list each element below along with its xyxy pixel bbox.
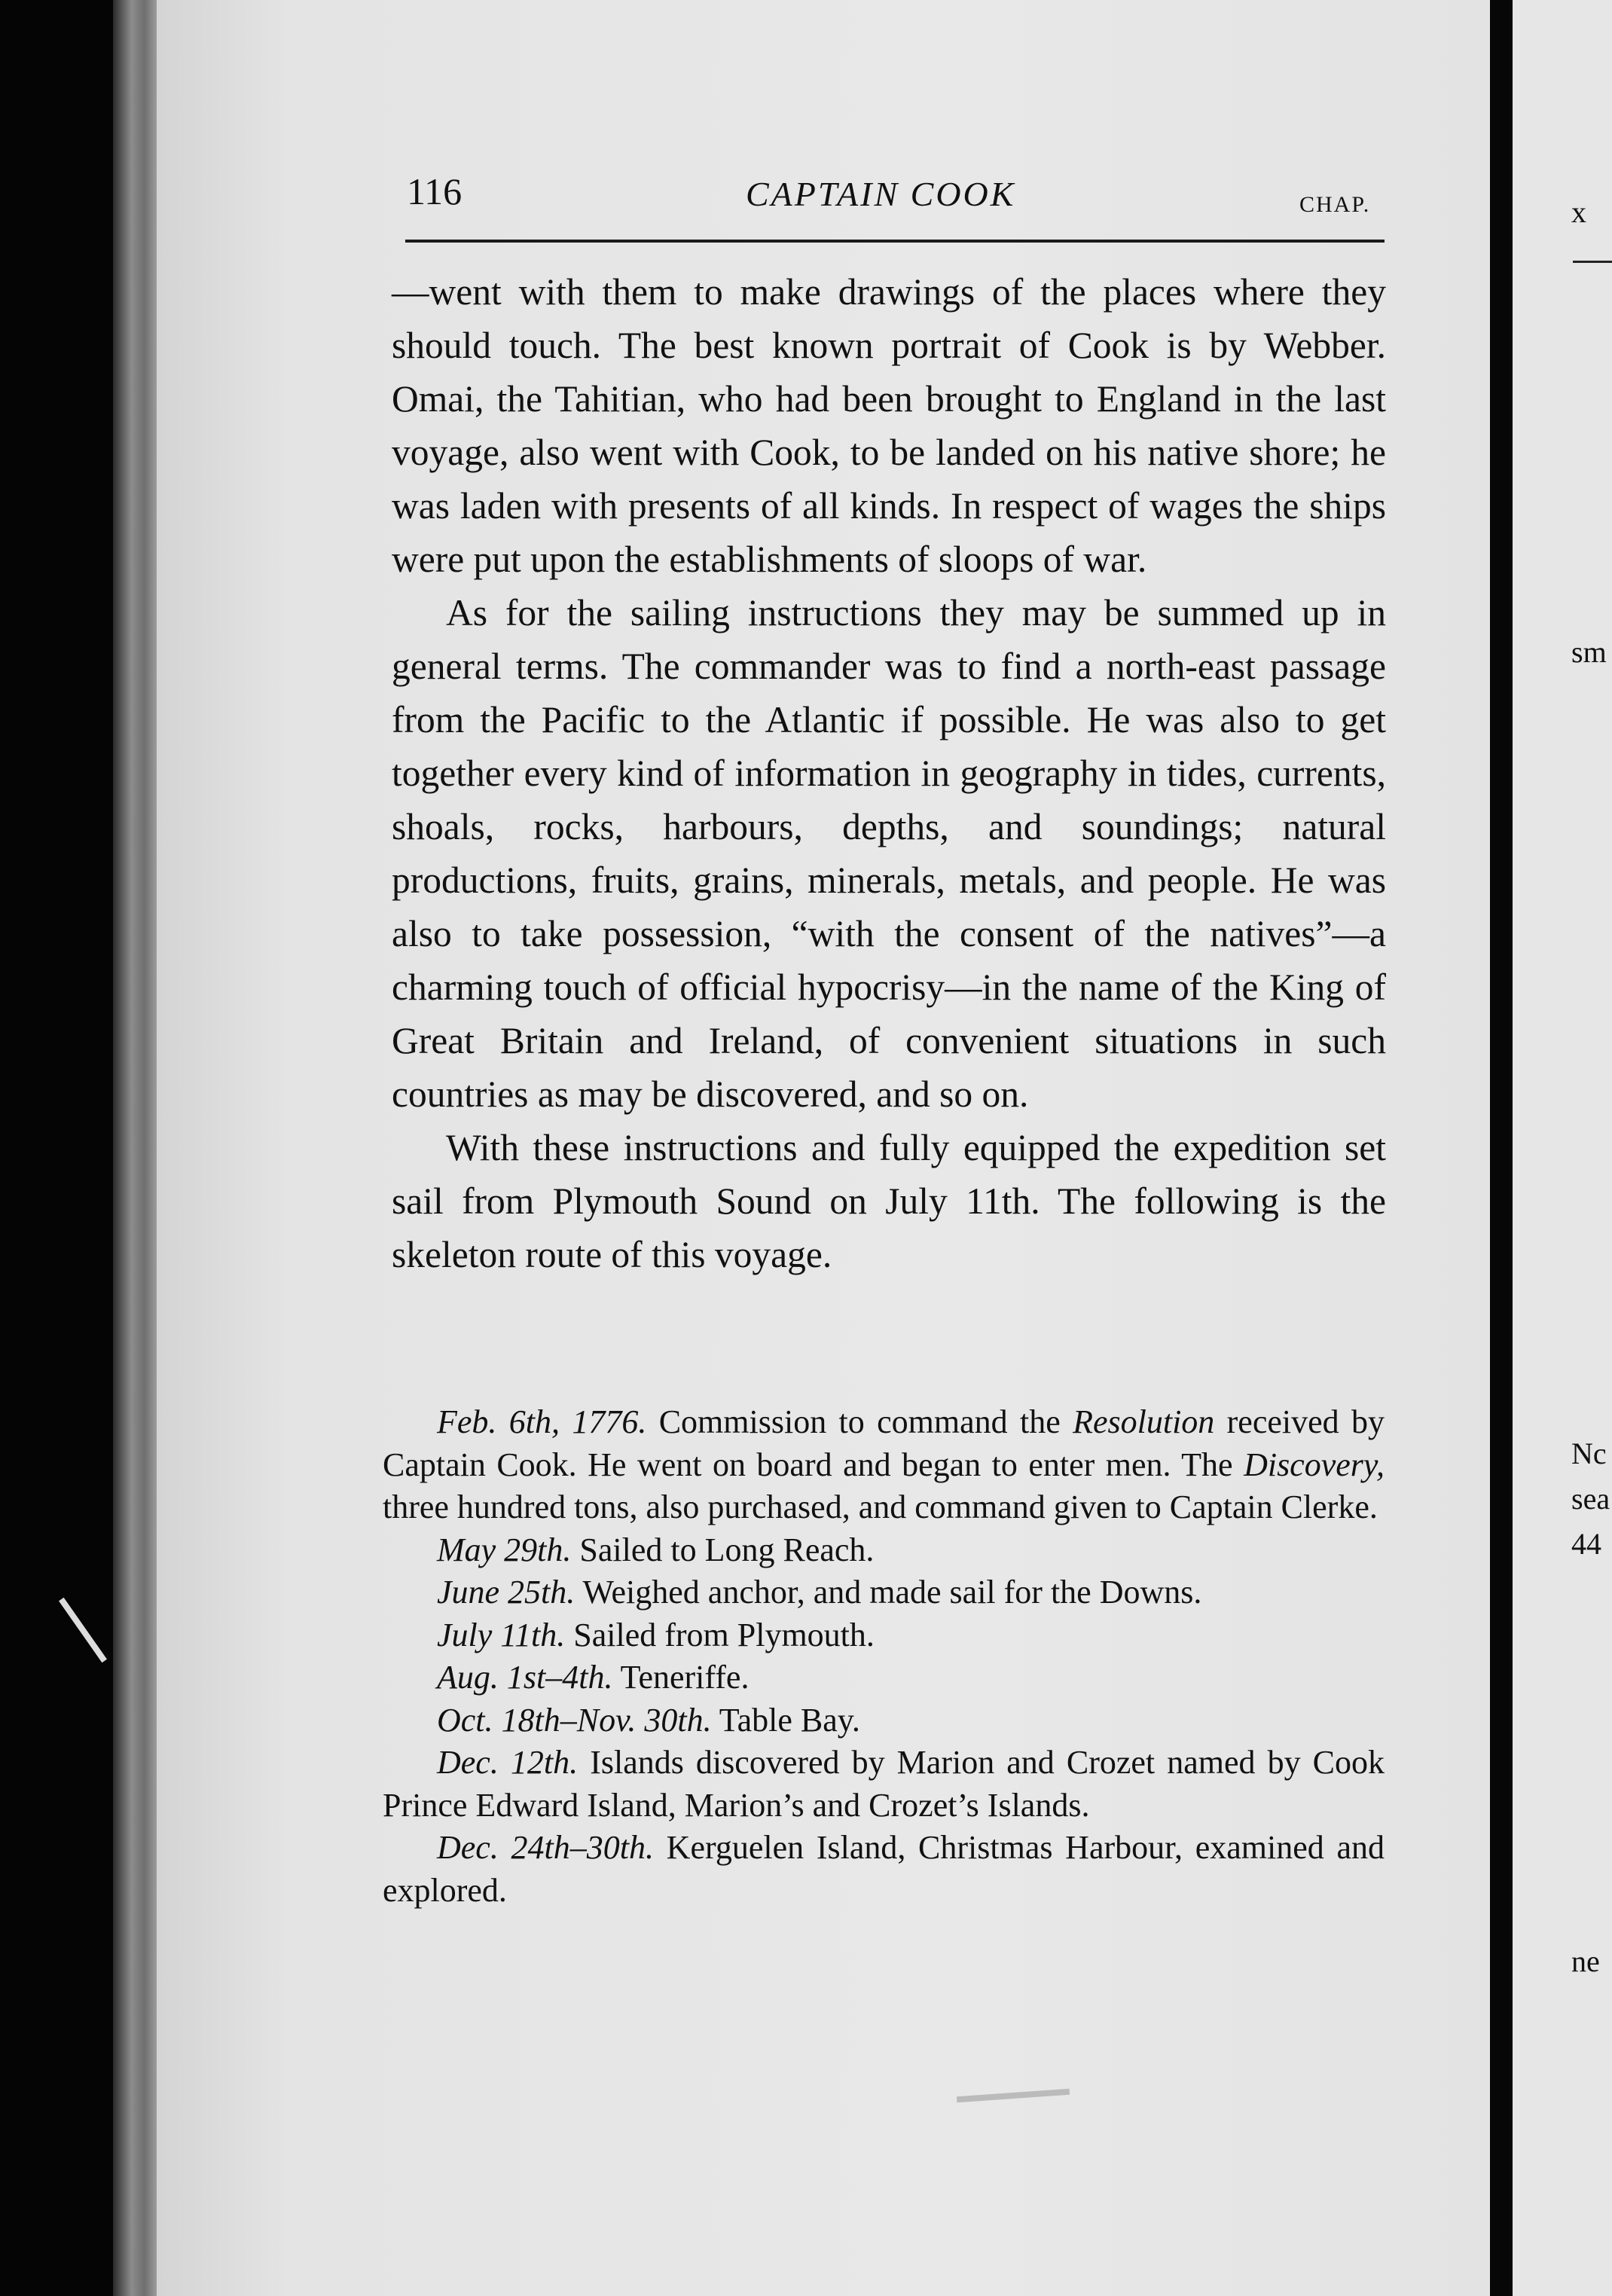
route-date: Oct. 18th–Nov. 30th. xyxy=(437,1701,712,1739)
adjacent-fragment: sea xyxy=(1571,1482,1610,1516)
route-text: received by Captain Cook. He went on board and began to enter men. The xyxy=(383,1403,1385,1483)
route-date: Aug. 1st–4th. xyxy=(437,1659,613,1696)
page-number: 116 xyxy=(407,170,463,212)
ship-name: Resolution xyxy=(1073,1403,1215,1440)
body-text xyxy=(392,265,1386,1281)
paragraph: With these instructions and fully equipped the expedition set sail from Plymouth Sound on July 11th. The following is the skeleton route of this voyage. xyxy=(392,1127,1386,1275)
route-text: Teneriffe. xyxy=(612,1659,750,1696)
route-text: Kerguelen Island, Christmas Harbour, examined and explored. xyxy=(383,1829,1385,1909)
route-entry xyxy=(383,1571,1385,1614)
route-text: three hundred tons, also purchased, and command given to Captain Clerke. xyxy=(383,1488,1378,1525)
route-text: Sailed from Plymouth. xyxy=(565,1616,875,1653)
route-text: Sailed to Long Reach. xyxy=(571,1531,875,1568)
page-gutter xyxy=(1490,0,1513,2296)
route-entry xyxy=(383,1614,1385,1657)
paragraph: As for the sailing instructions they may be summed up in general terms. The commander was to find a north-east passage from the Pacific to the Atlantic if possible. He was also to get together every kind of information in geography in tides, currents, shoals, rocks, harbours, depths, and soundings; natural productions, fruits, grains, minerals, metals, and people. He was also to take possession, “with the consent of the natives”—a charming touch of official hypocrisy—in the name of the King of Great Britain and Ireland, of convenient situations in such countries as may be discovered, and so on. xyxy=(392,592,1386,1115)
ship-name: Discovery, xyxy=(1244,1446,1385,1483)
route-text: Table Bay. xyxy=(711,1701,860,1739)
scan-smudge xyxy=(59,1598,107,1663)
adjacent-fragment: ne xyxy=(1571,1944,1600,1978)
route-entry xyxy=(383,1699,1385,1742)
route-date: July 11th. xyxy=(437,1616,566,1653)
route-text: Commission to command the xyxy=(646,1403,1073,1440)
route-entry xyxy=(383,1401,1385,1529)
route-entry xyxy=(383,1656,1385,1699)
adjacent-fragment: Nc xyxy=(1571,1437,1607,1470)
route-text: Islands discovered by Marion and Crozet named by Cook Prince Edward Island, Marion’s and Crozet’s Islands. xyxy=(383,1744,1385,1824)
route-date: May 29th. xyxy=(437,1531,572,1568)
adjacent-page-edge xyxy=(1513,0,1612,2296)
adjacent-fragment: x xyxy=(1571,195,1586,229)
running-head xyxy=(407,169,1386,215)
running-title: CAPTAIN COOK xyxy=(746,175,1016,213)
route-entry xyxy=(383,1529,1385,1572)
route-date: Dec. 24th–30th. xyxy=(437,1829,654,1866)
adjacent-fragment: sm xyxy=(1571,635,1607,669)
section-label: CHAP. xyxy=(1299,192,1371,217)
adjacent-fragment: 44 xyxy=(1571,1527,1601,1561)
route-list xyxy=(383,1401,1385,1912)
paragraph: —went with them to make drawings of the places where they should touch. The best known portrait of Cook is by Webber. Omai, the Tahitian, who had been brought to England in the last voyage, also went with Cook, to be landed on his native shore; he was laden with presents of all kinds. In respect of wages the ships were put upon the establishments of sloops of war. xyxy=(392,271,1386,580)
route-date: Dec. 12th. xyxy=(437,1744,579,1781)
route-text: Weighed anchor, and made sail for the Downs. xyxy=(575,1574,1202,1611)
route-date: Feb. 6th, 1776. xyxy=(437,1403,647,1440)
route-entry xyxy=(383,1742,1385,1827)
adjacent-header-rule xyxy=(1573,261,1612,263)
route-entry xyxy=(383,1827,1385,1912)
header-rule xyxy=(405,240,1385,243)
route-date: June 25th. xyxy=(437,1574,575,1611)
